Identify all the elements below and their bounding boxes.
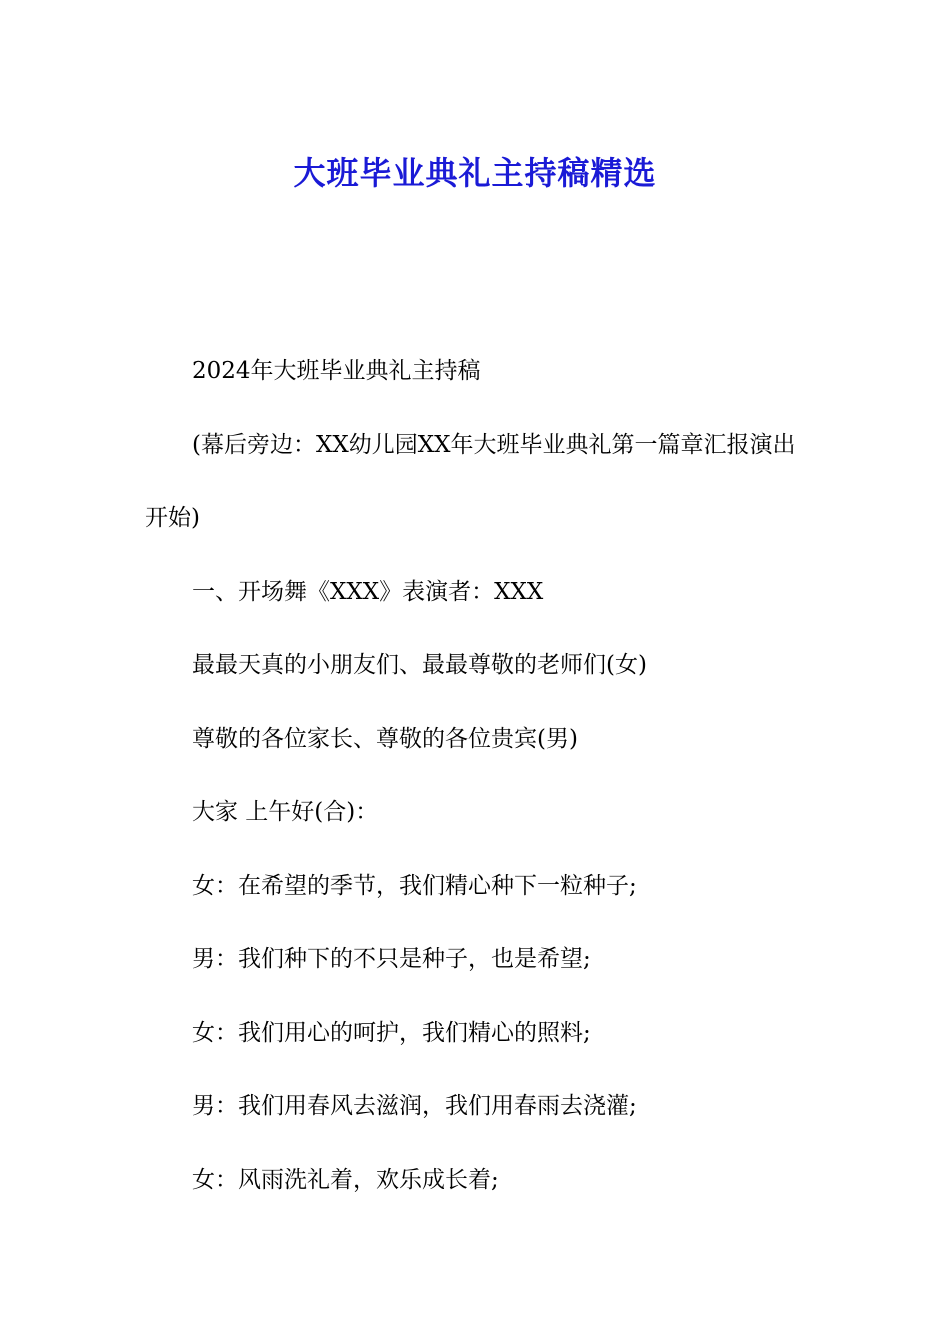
paragraph: 最最天真的小朋友们、最最尊敬的老师们(女): [192, 652, 647, 678]
paragraph: (幕后旁边：XX幼儿园XX年大班毕业典礼第一篇章汇报演出开始): [145, 431, 796, 531]
paragraph: 尊敬的各位家长、尊敬的各位贵宾(男): [192, 725, 578, 752]
paragraph: 女：风雨洗礼着，欢乐成长着;: [192, 1166, 499, 1193]
paragraph: 女：在希望的季节，我们精心种下一粒种子;: [192, 872, 637, 899]
document-body: [145, 335, 810, 1217]
paragraph: 2024年大班毕业典礼主持稿: [192, 358, 481, 384]
document-title: 大班毕业典礼主持稿精选: [293, 154, 657, 193]
paragraph: 一、开场舞《XXX》表演者：XXX: [192, 578, 544, 605]
paragraph: 大家 上午好(合)：: [192, 799, 379, 825]
paragraph: 女：我们用心的呵护，我们精心的照料;: [192, 1019, 591, 1046]
paragraph: 男：我们种下的不只是种子，也是希望;: [192, 946, 591, 972]
paragraph: 男：我们用春风去滋润，我们用春雨去浇灌;: [192, 1093, 637, 1119]
